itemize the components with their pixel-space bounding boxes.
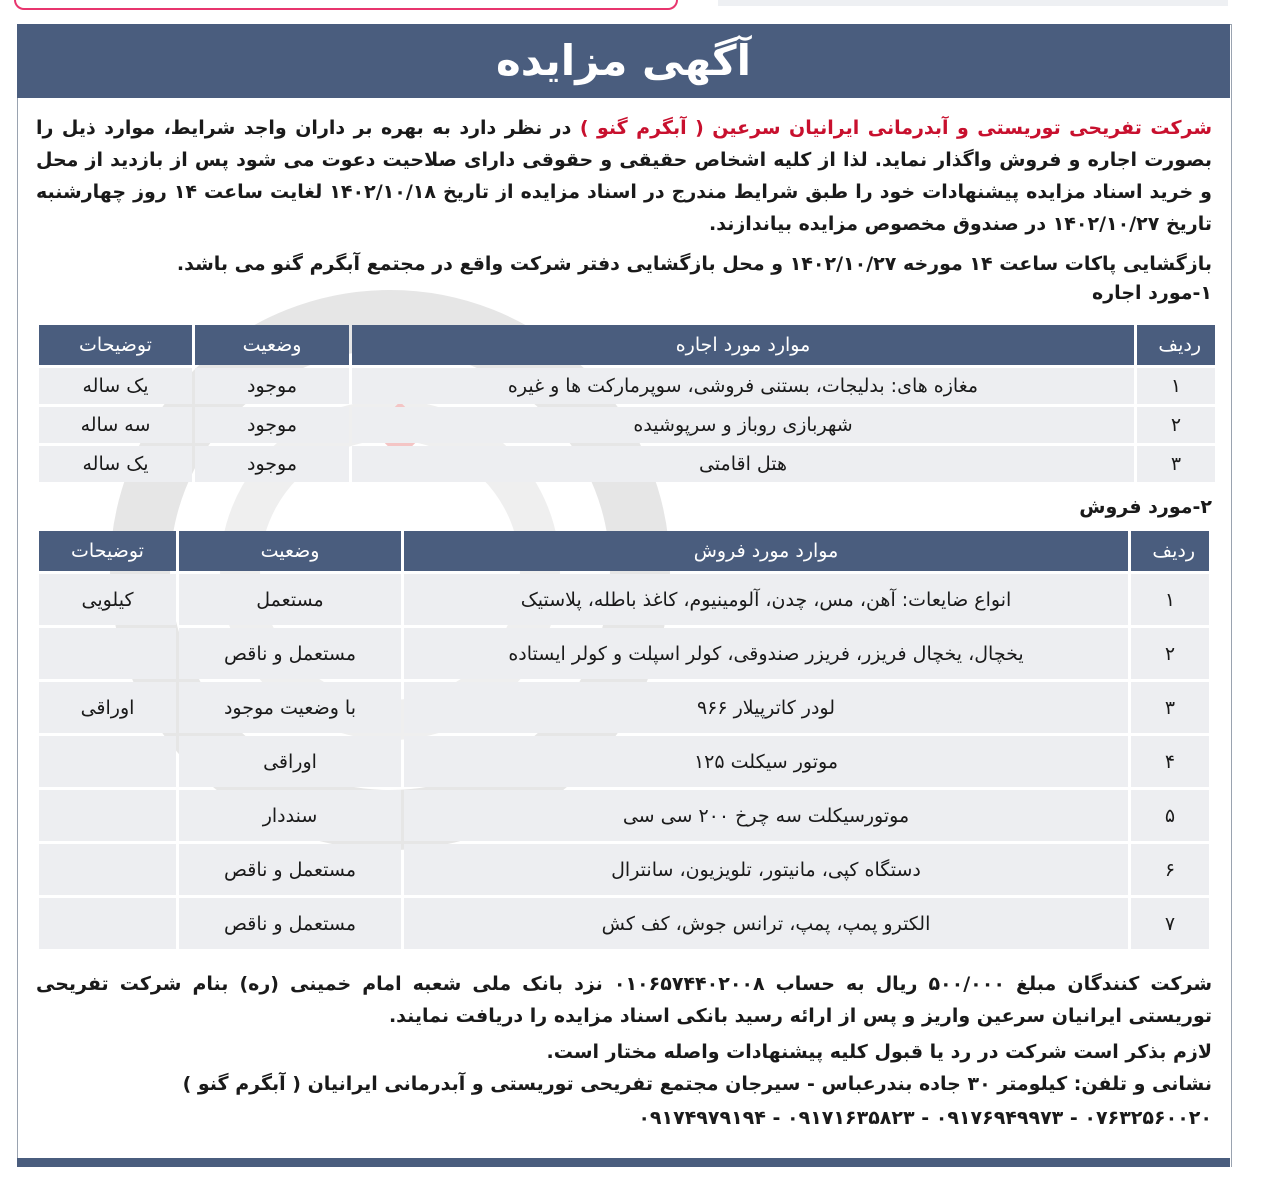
- sale-col-row: ردیف: [1131, 531, 1209, 571]
- rent-table: [36, 322, 1218, 485]
- table-row: [39, 368, 1215, 404]
- item-cell: موتور سیکلت ۱۲۵: [404, 736, 1128, 787]
- table-row: [39, 628, 1209, 679]
- notes-cell: [39, 898, 176, 949]
- notes-cell: کیلویی: [39, 574, 176, 625]
- status-cell: اوراقی: [179, 736, 401, 787]
- rent-col-row: ردیف: [1137, 325, 1215, 365]
- rent-header-row: [39, 325, 1215, 365]
- notes-cell: یک ساله: [39, 446, 192, 482]
- table-row: [39, 407, 1215, 443]
- sale-col-status: وضعیت: [179, 531, 401, 571]
- sale-header-row: [39, 531, 1209, 571]
- row-number: ۳: [1137, 446, 1215, 482]
- notes-cell: [39, 790, 176, 841]
- item-cell: مغازه های: بدلیجات، بستنی فروشی، سوپرمارکت ها و غیره: [352, 368, 1134, 404]
- table-row: [39, 844, 1209, 895]
- row-number: ۶: [1131, 844, 1209, 895]
- rent-col-notes: توضیحات: [39, 325, 192, 365]
- item-cell: موتورسیکلت سه چرخ ۲۰۰ سی سی: [404, 790, 1128, 841]
- table-row: [39, 898, 1209, 949]
- status-cell: با وضعیت موجود: [179, 682, 401, 733]
- item-cell: هتل اقامتی: [352, 446, 1134, 482]
- item-cell: لودر کاترپیلار ۹۶۶: [404, 682, 1128, 733]
- status-cell: مستعمل: [179, 574, 401, 625]
- item-cell: دستگاه کپی، مانیتور، تلویزیون، سانترال: [404, 844, 1128, 895]
- sale-col-notes: توضیحات: [39, 531, 176, 571]
- notes-cell: اوراقی: [39, 682, 176, 733]
- table-row: [39, 736, 1209, 787]
- row-number: ۲: [1131, 628, 1209, 679]
- status-cell: موجود: [195, 407, 349, 443]
- status-cell: مستعمل و ناقص: [179, 844, 401, 895]
- notes-cell: [39, 736, 176, 787]
- phone-numbers: ۰۷۶۳۲۵۶۰۰۲۰ - ۰۹۱۷۶۹۴۹۹۷۳ - ۰۹۱۷۱۶۳۵۸۲۳ - ۰۹۱۷۴۹۷۹۱۹۴: [638, 1107, 1212, 1129]
- status-cell: مستعمل و ناقص: [179, 628, 401, 679]
- item-cell: الکترو پمپ، پمپ، ترانس جوش، کف کش: [404, 898, 1128, 949]
- row-number: ۵: [1131, 790, 1209, 841]
- item-cell: شهربازی روباز و سرپوشیده: [352, 407, 1134, 443]
- company-name: شرکت تفریحی توریستی و آبدرمانی ایرانیان سرعین ( آبگرم گنو ): [579, 117, 1212, 139]
- intro-paragraph: [36, 112, 1212, 240]
- notes-cell: یک ساله: [39, 368, 192, 404]
- row-number: ۱: [1137, 368, 1215, 404]
- top-gray-strip: [718, 0, 1228, 6]
- item-cell: یخچال، یخچال فریزر، فریزر صندوقی، کولر اسپلت و کولر ایستاده: [404, 628, 1128, 679]
- rent-heading: ۱-مورد اجاره: [1092, 282, 1212, 304]
- row-number: ۳: [1131, 682, 1209, 733]
- sale-col-item: موارد مورد فروش: [404, 531, 1128, 571]
- row-number: ۱: [1131, 574, 1209, 625]
- rent-col-item: موارد مورد اجاره: [352, 325, 1134, 365]
- item-cell: انواع ضایعات: آهن، مس، چدن، آلومینیوم، کاغذ باطله، پلاستیک: [404, 574, 1128, 625]
- status-cell: موجود: [195, 368, 349, 404]
- notes-cell: [39, 844, 176, 895]
- sale-table: [36, 528, 1212, 952]
- opening-paragraph: بازگشایی پاکات ساعت ۱۴ مورخه ۱۴۰۲/۱۰/۲۷ و محل بازگشایی دفتر شرکت واقع در مجتمع آبگرم گنو می باشد.: [176, 253, 1212, 275]
- page-title: آگهی مزایده: [495, 36, 751, 85]
- status-cell: سنددار: [179, 790, 401, 841]
- notes-cell: سه ساله: [39, 407, 192, 443]
- row-number: ۴: [1131, 736, 1209, 787]
- deposit-paragraph: شرکت کنندگان مبلغ ۵۰۰/۰۰۰ ریال به حساب ۰۱۰۶۵۷۴۴۰۲۰۰۸ نزد بانک ملی شعبه امام خمینی (ره) بنام شرکت تفریحی توریستی ایرانیان سرعین واریز و پس از ارائه رسید بانکی اسناد مزایده را دریافت نمایند.: [36, 973, 1213, 1027]
- address-line: نشانی و تلفن: کیلومتر ۳۰ جاده بندرعباس - سیرجان مجتمع تفریحی توریستی و آبدرمانی ایرانیان ( آبگرم گنو ): [182, 1073, 1212, 1095]
- table-row: [39, 574, 1209, 625]
- row-number: ۲: [1137, 407, 1215, 443]
- table-row: [39, 682, 1209, 733]
- top-pink-decoration: [14, 0, 678, 10]
- rent-col-status: وضعیت: [195, 325, 349, 365]
- row-number: ۷: [1131, 898, 1209, 949]
- sale-heading: ۲-مورد فروش: [1079, 496, 1212, 518]
- status-cell: مستعمل و ناقص: [179, 898, 401, 949]
- notes-cell: [39, 628, 176, 679]
- table-row: [39, 446, 1215, 482]
- title-bar: [17, 24, 1230, 98]
- table-row: [39, 790, 1209, 841]
- reservation-note: لازم بذکر است شرکت در رد یا قبول کلیه پیشنهادات واصله مختار است.: [546, 1041, 1212, 1063]
- status-cell: موجود: [195, 446, 349, 482]
- bottom-bar: [17, 1158, 1230, 1167]
- intro-body: در نظر دارد به بهره بر داران واجد شرایط، موارد ذیل را بصورت اجاره و فروش واگذار نماید. لذا از کلیه اشخاص حقیقی و حقوقی دارای صلاحیت دعوت می شود پس از بازدید از محل و خرید اسناد مزایده پیشنهادات خود را طبق شرایط مندرج در اسناد مزایده از تاریخ ۱۴۰۲/۱۰/۱۸ لغایت ساعت ۱۴ روز چهارشنبه تاریخ ۱۴۰۲/۱۰/۲۷ در صندوق مخصوص مزایده بیاندازند.: [36, 117, 1212, 235]
